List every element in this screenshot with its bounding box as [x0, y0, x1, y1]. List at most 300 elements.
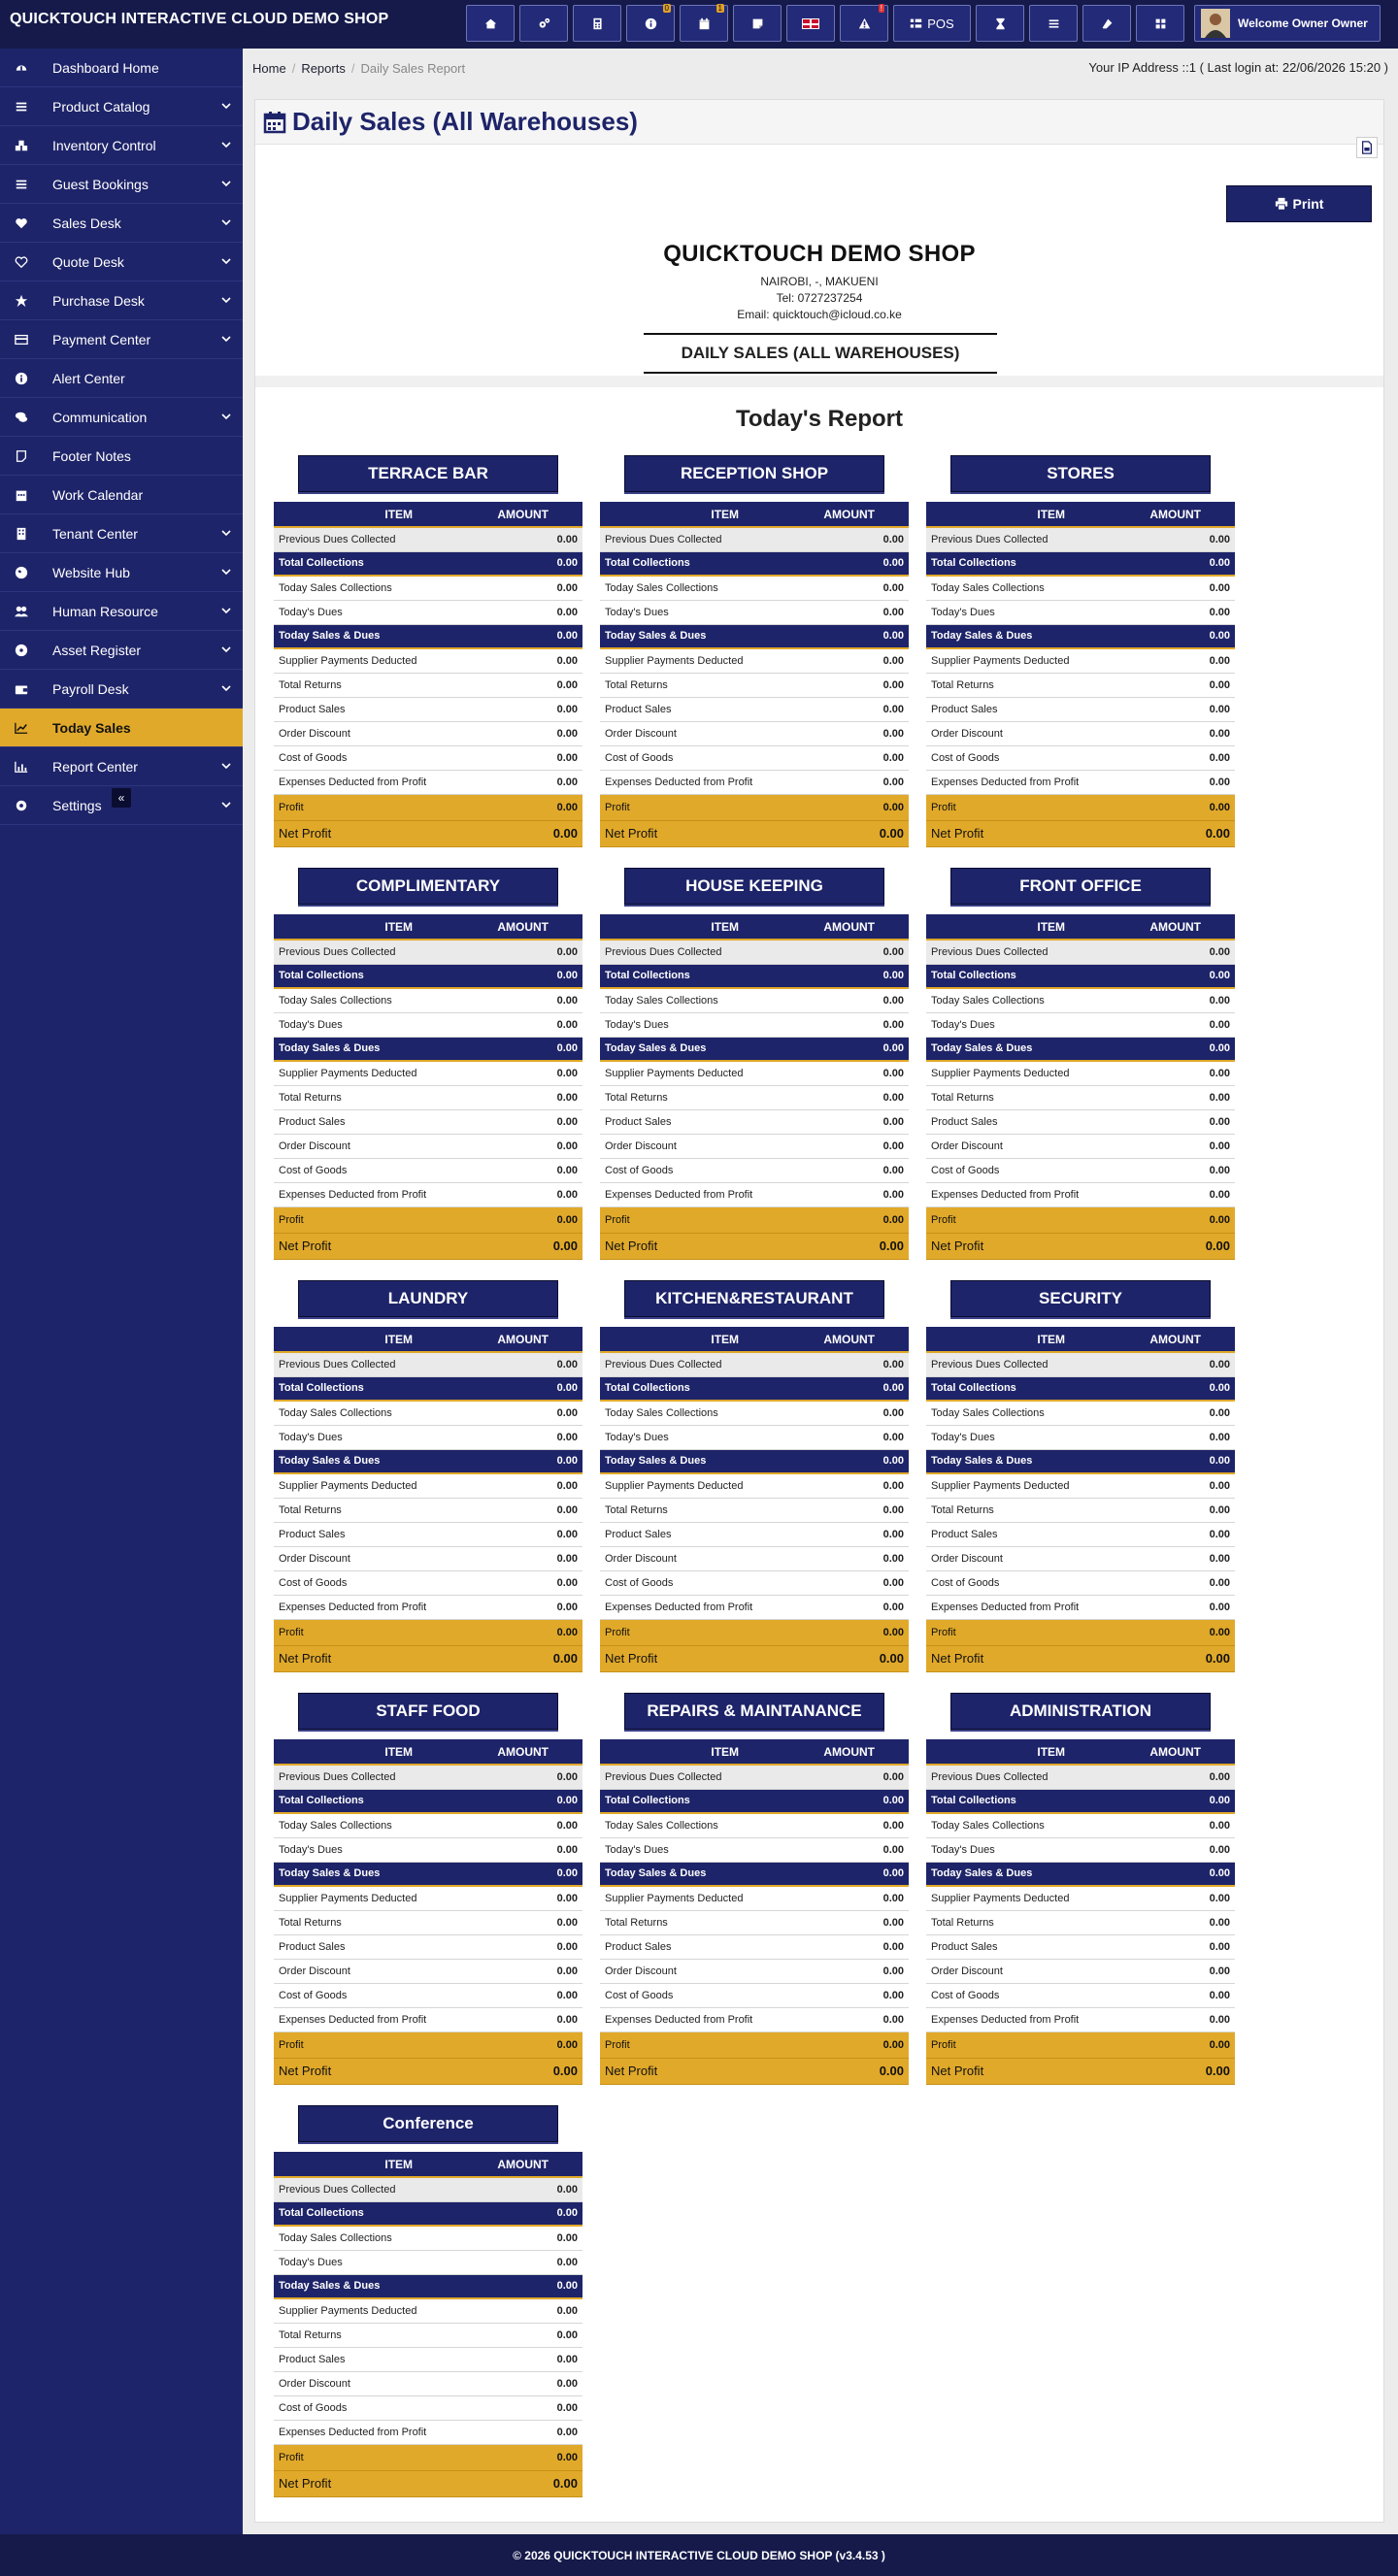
- row-amount: 0.00: [796, 1595, 909, 1619]
- row-amount: 0.00: [796, 1959, 909, 1983]
- language-button[interactable]: [786, 5, 835, 42]
- row-label: Today Sales Collections: [600, 576, 796, 600]
- chevron-down-icon: [221, 256, 231, 266]
- row-amount: 0.00: [470, 1886, 582, 1910]
- table-row: [274, 1765, 582, 1789]
- row-amount: 0.00: [1122, 1645, 1235, 1671]
- row-label: Net Profit: [600, 2058, 796, 2084]
- sidebar-item-quote-desk[interactable]: [0, 243, 243, 281]
- sidebar-item-work-calendar[interactable]: [0, 476, 243, 514]
- table-row: [274, 1983, 582, 2007]
- table-row: [600, 1886, 909, 1910]
- warehouse-title: COMPLIMENTARY: [298, 868, 558, 905]
- table-row: [600, 576, 909, 600]
- row-amount: 0.00: [1122, 1182, 1235, 1206]
- heart-outline-icon: [12, 255, 31, 269]
- row-label: Product Sales: [600, 1522, 796, 1546]
- table-row: [274, 1085, 582, 1109]
- row-amount: 0.00: [796, 1837, 909, 1862]
- row-label: Order Discount: [926, 1134, 1122, 1158]
- warehouse-table: [926, 1327, 1235, 1672]
- row-amount: 0.00: [470, 551, 582, 576]
- table-row: [274, 2298, 582, 2323]
- table-row: [274, 1182, 582, 1206]
- row-amount: 0.00: [470, 770, 582, 794]
- table-row: [926, 1813, 1235, 1837]
- sidebar-item-tenant-center[interactable]: [0, 514, 243, 553]
- grid-list-icon: [910, 17, 922, 30]
- table-row: [274, 551, 582, 576]
- row-label: Net Profit: [926, 1645, 1122, 1671]
- row-amount: 0.00: [470, 1934, 582, 1959]
- row-amount: 0.00: [1122, 1546, 1235, 1570]
- divider: [255, 376, 1383, 387]
- chevron-down-icon: [221, 140, 231, 149]
- table-row: [926, 551, 1235, 576]
- table-row: [600, 940, 909, 964]
- table-row: [600, 964, 909, 988]
- row-amount: 0.00: [796, 770, 909, 794]
- row-label: Product Sales: [600, 697, 796, 721]
- breadcrumb-reports[interactable]: Reports: [301, 60, 346, 76]
- breadcrumb-separator: /: [291, 60, 296, 76]
- row-label: Expenses Deducted from Profit: [274, 770, 470, 794]
- table-row: [274, 1376, 582, 1401]
- row-amount: 0.00: [1122, 1910, 1235, 1934]
- row-label: Profit: [600, 794, 796, 820]
- table-row: [274, 1910, 582, 1934]
- table-row: [274, 2395, 582, 2420]
- row-label: Total Collections: [926, 551, 1122, 576]
- row-amount: 0.00: [1122, 1789, 1235, 1813]
- row-label: Today Sales & Dues: [926, 1862, 1122, 1886]
- warehouse-table: [926, 1739, 1235, 2085]
- row-amount: 0.00: [470, 1037, 582, 1061]
- credit-card-icon: [12, 333, 31, 347]
- table-header-row: [600, 914, 909, 940]
- sidebar-item-communication[interactable]: [0, 398, 243, 437]
- col-item-header: ITEM: [600, 1739, 796, 1765]
- warehouse-title: STORES: [950, 455, 1211, 492]
- table-row: [600, 2058, 909, 2084]
- row-amount: 0.00: [796, 721, 909, 745]
- col-item-header: ITEM: [600, 1327, 796, 1352]
- col-amount-header: AMOUNT: [470, 1327, 582, 1352]
- row-label: Net Profit: [274, 2058, 470, 2084]
- row-label: Cost of Goods: [600, 1983, 796, 2007]
- row-amount: 0.00: [796, 1765, 909, 1789]
- sidebar-item-label: Payment Center: [52, 331, 151, 347]
- row-amount: 0.00: [1122, 2058, 1235, 2084]
- table-row: [600, 1449, 909, 1473]
- col-amount-header: AMOUNT: [796, 1739, 909, 1765]
- row-amount: 0.00: [1122, 770, 1235, 794]
- row-amount: 0.00: [470, 2031, 582, 2058]
- table-row: [600, 1522, 909, 1546]
- sidebar-item-website-hub[interactable]: [0, 553, 243, 592]
- row-amount: 0.00: [796, 648, 909, 673]
- table-row: [600, 988, 909, 1012]
- uk-flag-icon: [802, 18, 819, 29]
- row-amount: 0.00: [470, 2395, 582, 2420]
- row-label: Previous Dues Collected: [274, 1765, 470, 1789]
- table-header-row: [926, 914, 1235, 940]
- notes-button[interactable]: [733, 5, 782, 42]
- export-pdf-button[interactable]: [1356, 137, 1378, 158]
- table-row: [600, 1837, 909, 1862]
- row-amount: 0.00: [470, 820, 582, 846]
- row-amount: 0.00: [470, 2323, 582, 2347]
- sidebar-item-dashboard-home[interactable]: [0, 49, 243, 87]
- sticky-note-icon: [751, 17, 764, 30]
- row-amount: 0.00: [1122, 1061, 1235, 1085]
- row-amount: 0.00: [796, 1498, 909, 1522]
- calculator-button[interactable]: [573, 5, 621, 42]
- pos-button[interactable]: [893, 5, 971, 42]
- table-row: [600, 1862, 909, 1886]
- table-row: [274, 2177, 582, 2201]
- row-amount: 0.00: [796, 1546, 909, 1570]
- col-item-header: ITEM: [274, 1327, 470, 1352]
- row-amount: 0.00: [470, 1085, 582, 1109]
- wallet-icon: [12, 682, 31, 696]
- row-label: Cost of Goods: [274, 1570, 470, 1595]
- info-badge: 0: [664, 4, 669, 13]
- row-label: Today Sales & Dues: [600, 1862, 796, 1886]
- calendar-button[interactable]: [680, 5, 728, 42]
- row-label: Product Sales: [274, 1109, 470, 1134]
- bar-chart-icon: [12, 760, 31, 774]
- row-label: Supplier Payments Deducted: [600, 1473, 796, 1498]
- row-amount: 0.00: [470, 1109, 582, 1134]
- row-amount: 0.00: [470, 940, 582, 964]
- row-amount: 0.00: [470, 1813, 582, 1837]
- table-row: [274, 721, 582, 745]
- calendar-icon: [12, 488, 31, 502]
- sidebar-item-payroll-desk[interactable]: [0, 670, 243, 709]
- row-label: Profit: [600, 1206, 796, 1233]
- row-amount: 0.00: [470, 1233, 582, 1259]
- row-amount: 0.00: [1122, 1595, 1235, 1619]
- col-item-header: ITEM: [926, 502, 1122, 527]
- sidebar-item-human-resource[interactable]: [0, 592, 243, 631]
- sidebar-item-label: Work Calendar: [52, 486, 144, 503]
- row-amount: 0.00: [1122, 576, 1235, 600]
- row-label: Cost of Goods: [926, 1570, 1122, 1595]
- table-row: [274, 1158, 582, 1182]
- row-label: Total Collections: [600, 1789, 796, 1813]
- row-amount: 0.00: [796, 2058, 909, 2084]
- table-row: [274, 1425, 582, 1449]
- table-row: [600, 1061, 909, 1085]
- report-title: DAILY SALES (ALL WAREHOUSES): [681, 344, 960, 362]
- sidebar-item-label: Communication: [52, 409, 148, 425]
- row-label: Today Sales & Dues: [600, 624, 796, 648]
- table-row: [926, 1522, 1235, 1546]
- row-label: Previous Dues Collected: [926, 527, 1122, 551]
- warehouse-table: [600, 1739, 909, 2085]
- table-header-row: [926, 502, 1235, 527]
- row-amount: 0.00: [1122, 964, 1235, 988]
- table-row: [274, 2470, 582, 2496]
- table-row: [926, 1498, 1235, 1522]
- row-label: Order Discount: [274, 721, 470, 745]
- home-button[interactable]: [466, 5, 515, 42]
- row-amount: 0.00: [1122, 1862, 1235, 1886]
- row-label: Net Profit: [274, 820, 470, 846]
- pos-label: POS: [927, 16, 954, 31]
- row-label: Product Sales: [926, 1522, 1122, 1546]
- table-row: [926, 1837, 1235, 1862]
- row-amount: 0.00: [796, 1983, 909, 2007]
- sidebar-item-product-catalog[interactable]: [0, 87, 243, 126]
- table-row: [600, 648, 909, 673]
- row-label: Previous Dues Collected: [600, 1765, 796, 1789]
- calculator-icon: [591, 17, 604, 30]
- table-row: [926, 1595, 1235, 1619]
- table-row: [600, 1983, 909, 2007]
- report-panel: [254, 99, 1384, 2523]
- sidebar-item-payment-center[interactable]: [0, 320, 243, 359]
- row-label: Today Sales & Dues: [600, 1449, 796, 1473]
- file-pdf-icon: [1360, 141, 1374, 154]
- sidebar-item-purchase-desk[interactable]: [0, 281, 243, 320]
- info-button[interactable]: [626, 5, 675, 42]
- row-label: Today Sales Collections: [274, 988, 470, 1012]
- table-row: [926, 1789, 1235, 1813]
- sidebar-item-alert-center[interactable]: [0, 359, 243, 398]
- table-row: [274, 1473, 582, 1498]
- sidebar-item-inventory-control[interactable]: [0, 126, 243, 165]
- row-amount: 0.00: [796, 1813, 909, 1837]
- row-label: Expenses Deducted from Profit: [600, 2007, 796, 2031]
- row-amount: 0.00: [796, 1619, 909, 1645]
- row-amount: 0.00: [470, 2058, 582, 2084]
- table-row: [274, 1959, 582, 1983]
- table-row: [274, 1546, 582, 1570]
- sidebar-item-report-center[interactable]: [0, 747, 243, 786]
- table-row: [600, 1570, 909, 1595]
- row-label: Total Returns: [274, 1085, 470, 1109]
- apps-button[interactable]: [1136, 5, 1184, 42]
- warehouse-title: KITCHEN&RESTAURANT: [624, 1280, 884, 1317]
- table-row: [274, 624, 582, 648]
- print-button[interactable]: [1226, 185, 1372, 222]
- list-button[interactable]: [1029, 5, 1078, 42]
- row-label: Profit: [274, 794, 470, 820]
- row-label: Today Sales & Dues: [274, 624, 470, 648]
- sidebar-item-footer-notes[interactable]: [0, 437, 243, 476]
- table-row: [274, 2274, 582, 2298]
- row-label: Today Sales Collections: [274, 576, 470, 600]
- user-menu[interactable]: [1194, 5, 1381, 42]
- row-label: Total Returns: [926, 1085, 1122, 1109]
- table-row: [600, 770, 909, 794]
- row-amount: 0.00: [470, 1983, 582, 2007]
- row-amount: 0.00: [1122, 794, 1235, 820]
- table-row: [274, 1886, 582, 1910]
- warehouse-table: [600, 1327, 909, 1672]
- table-row: [274, 1862, 582, 1886]
- row-label: Expenses Deducted from Profit: [926, 1182, 1122, 1206]
- double-chevron-left-icon: «: [117, 791, 125, 805]
- row-label: Today Sales & Dues: [600, 1037, 796, 1061]
- table-row: [274, 1206, 582, 1233]
- warehouse-title: LAUNDRY: [298, 1280, 558, 1317]
- row-label: Today's Dues: [274, 2250, 470, 2274]
- table-row: [274, 1449, 582, 1473]
- table-row: [600, 1473, 909, 1498]
- footer: © 2026 QUICKTOUCH INTERACTIVE CLOUD DEMO SHOP (v3.4.53 ): [0, 2534, 1398, 2576]
- row-label: Today Sales Collections: [926, 576, 1122, 600]
- col-item-header: ITEM: [274, 2152, 470, 2177]
- row-label: Today's Dues: [274, 600, 470, 624]
- table-row: [926, 1233, 1235, 1259]
- row-label: Supplier Payments Deducted: [274, 648, 470, 673]
- report-title-box: [644, 333, 997, 374]
- col-amount-header: AMOUNT: [470, 502, 582, 527]
- eraser-button[interactable]: [1082, 5, 1131, 42]
- table-row: [600, 1498, 909, 1522]
- row-label: Profit: [274, 2444, 470, 2470]
- row-amount: 0.00: [470, 2298, 582, 2323]
- table-row: [926, 940, 1235, 964]
- row-amount: 0.00: [470, 721, 582, 745]
- table-row: [600, 745, 909, 770]
- row-label: Total Collections: [274, 964, 470, 988]
- row-amount: 0.00: [1122, 697, 1235, 721]
- row-amount: 0.00: [1122, 624, 1235, 648]
- row-amount: 0.00: [470, 1376, 582, 1401]
- row-label: Today's Dues: [600, 600, 796, 624]
- tools-button[interactable]: [519, 5, 568, 42]
- warehouse-table: [274, 502, 582, 847]
- table-row: [926, 1959, 1235, 1983]
- sidebar-item-guest-bookings[interactable]: [0, 165, 243, 204]
- row-label: Order Discount: [600, 1546, 796, 1570]
- col-item-header: ITEM: [274, 502, 470, 527]
- row-amount: 0.00: [1122, 745, 1235, 770]
- sidebar-item-asset-register[interactable]: [0, 631, 243, 670]
- table-row: [274, 1109, 582, 1134]
- breadcrumb-home[interactable]: Home: [252, 60, 286, 76]
- row-label: Supplier Payments Deducted: [274, 1886, 470, 1910]
- row-label: Cost of Goods: [274, 2395, 470, 2420]
- row-label: Product Sales: [926, 697, 1122, 721]
- chevron-down-icon: [221, 761, 231, 771]
- table-row: [274, 745, 582, 770]
- app-brand[interactable]: QUICKTOUCH INTERACTIVE CLOUD DEMO SHOP: [10, 11, 389, 27]
- table-header-row: [274, 1739, 582, 1765]
- row-label: Supplier Payments Deducted: [926, 648, 1122, 673]
- row-label: Today's Dues: [274, 1012, 470, 1037]
- row-amount: 0.00: [470, 794, 582, 820]
- heart-icon: [12, 216, 31, 230]
- row-label: Product Sales: [926, 1934, 1122, 1959]
- chevron-down-icon: [221, 567, 231, 577]
- row-label: Total Returns: [274, 1498, 470, 1522]
- list-icon: [12, 100, 31, 114]
- table-row: [274, 527, 582, 551]
- sidebar: [0, 49, 243, 2534]
- table-row: [600, 1158, 909, 1182]
- row-label: Today's Dues: [926, 1425, 1122, 1449]
- table-row: [600, 1206, 909, 1233]
- row-amount: 0.00: [470, 576, 582, 600]
- table-row: [926, 2007, 1235, 2031]
- row-amount: 0.00: [1122, 1233, 1235, 1259]
- row-amount: 0.00: [1122, 940, 1235, 964]
- row-amount: 0.00: [796, 2007, 909, 2031]
- calendar-badge: 1: [717, 4, 722, 13]
- table-row: [600, 624, 909, 648]
- row-amount: 0.00: [470, 1182, 582, 1206]
- col-amount-header: AMOUNT: [470, 1739, 582, 1765]
- table-row: [600, 1765, 909, 1789]
- row-amount: 0.00: [796, 1158, 909, 1182]
- row-amount: 0.00: [1122, 1619, 1235, 1645]
- table-row: [274, 1352, 582, 1376]
- table-row: [274, 988, 582, 1012]
- row-amount: 0.00: [1122, 721, 1235, 745]
- row-amount: 0.00: [470, 1645, 582, 1671]
- row-label: Net Profit: [600, 1645, 796, 1671]
- row-label: Profit: [600, 2031, 796, 2058]
- col-amount-header: AMOUNT: [1122, 914, 1235, 940]
- row-label: Previous Dues Collected: [926, 1765, 1122, 1789]
- row-amount: 0.00: [470, 2371, 582, 2395]
- welcome-text: Welcome Owner Owner: [1238, 17, 1368, 30]
- panel-header: [255, 100, 1383, 145]
- sidebar-item-today-sales[interactable]: [0, 709, 243, 747]
- calendar-icon: [263, 111, 286, 134]
- table-row: [274, 2201, 582, 2226]
- table-row: [926, 1910, 1235, 1934]
- row-amount: 0.00: [796, 1910, 909, 1934]
- table-row: [274, 820, 582, 846]
- sidebar-item-label: Footer Notes: [52, 447, 131, 464]
- alerts-button[interactable]: [840, 5, 888, 42]
- building-icon: [12, 527, 31, 541]
- row-amount: 0.00: [796, 1473, 909, 1498]
- row-label: Cost of Goods: [274, 1983, 470, 2007]
- table-row: [274, 2444, 582, 2470]
- warehouse-title: SECURITY: [950, 1280, 1211, 1317]
- table-row: [926, 1546, 1235, 1570]
- collapse-sidebar-button[interactable]: [112, 788, 131, 808]
- row-label: Previous Dues Collected: [274, 527, 470, 551]
- row-amount: 0.00: [796, 1134, 909, 1158]
- row-amount: 0.00: [796, 551, 909, 576]
- row-label: Cost of Goods: [926, 1983, 1122, 2007]
- row-label: Total Returns: [274, 1910, 470, 1934]
- row-amount: 0.00: [796, 940, 909, 964]
- row-amount: 0.00: [470, 527, 582, 551]
- timer-button[interactable]: [976, 5, 1024, 42]
- row-amount: 0.00: [796, 1012, 909, 1037]
- chart-line-icon: [12, 721, 31, 735]
- row-label: Cost of Goods: [926, 1158, 1122, 1182]
- sidebar-item-sales-desk[interactable]: [0, 204, 243, 243]
- table-row: [274, 2371, 582, 2395]
- table-row: [926, 527, 1235, 551]
- table-row: [926, 1862, 1235, 1886]
- table-row: [600, 1546, 909, 1570]
- table-row: [600, 721, 909, 745]
- table-row: [600, 1595, 909, 1619]
- calendar-icon: [698, 17, 711, 30]
- row-label: Total Returns: [274, 673, 470, 697]
